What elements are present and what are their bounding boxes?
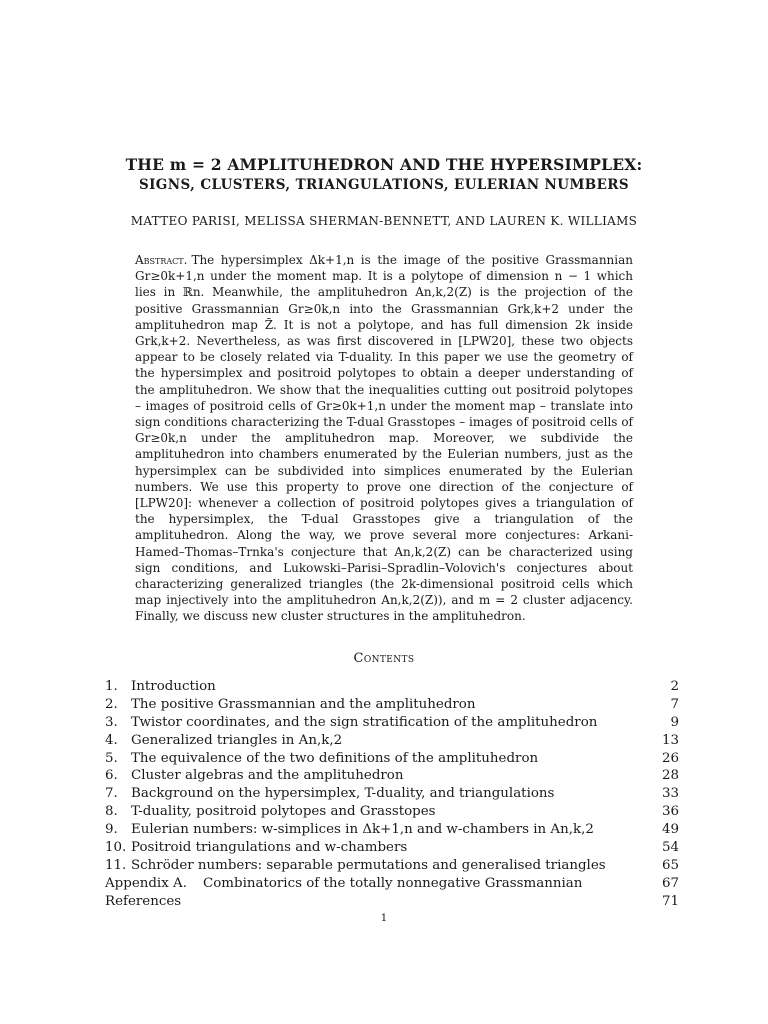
toc-entry[interactable] — [105, 893, 679, 911]
toc-entry[interactable] — [105, 750, 679, 768]
toc-entry-number: 4. — [105, 732, 118, 748]
toc-entry-page: 28 — [661, 768, 679, 784]
toc-entry-title: Combinatorics of the totally nonnegative Grassmannian — [203, 875, 583, 891]
toc-entry[interactable] — [105, 696, 679, 714]
toc-entry-title: References — [105, 893, 182, 909]
toc-entry[interactable] — [105, 678, 679, 696]
table-of-contents — [105, 678, 679, 911]
author-list: MATTEO PARISI, MELISSA SHERMAN-BENNETT, AND LAUREN K. WILLIAMS — [130, 214, 638, 228]
toc-entry[interactable] — [105, 821, 679, 839]
paper-title-line-2: SIGNS, CLUSTERS, TRIANGULATIONS, EULERIAN NUMBERS — [138, 177, 630, 193]
toc-entry-page: 65 — [661, 857, 679, 873]
toc-entry-title: Positroid triangulations and w-chambers — [131, 840, 408, 856]
toc-entry-page: 71 — [661, 893, 679, 909]
abstract-label: Abstract. — [135, 253, 188, 267]
toc-entry[interactable] — [105, 803, 679, 821]
toc-entry-title: Schröder numbers: separable permutations and generalised triangles — [131, 857, 606, 873]
toc-entry-page: 26 — [661, 750, 679, 766]
toc-entry-number: 3. — [105, 714, 118, 730]
toc-entry-number: 5. — [105, 750, 118, 766]
toc-entry-number: 9. — [105, 822, 118, 838]
toc-entry-page: 54 — [661, 840, 679, 856]
toc-entry-title: The equivalence of the two definitions of the amplituhedron — [131, 750, 539, 766]
toc-entry-page: 9 — [670, 714, 679, 730]
toc-entry-title: Twistor coordinates, and the sign stratification of the amplituhedron — [131, 714, 598, 730]
toc-entry-page: 67 — [661, 875, 679, 891]
toc-entry-number: 2. — [105, 696, 118, 712]
toc-entry-title: T-duality, positroid polytopes and Grasstopes — [131, 804, 436, 820]
toc-entry-title: Generalized triangles in An,k,2 — [131, 732, 343, 748]
page-number: 1 — [380, 912, 388, 924]
contents-heading: Contents — [353, 651, 415, 666]
toc-entry-page: 2 — [670, 679, 679, 694]
abstract-text: The hypersimplex Δk+1,n is the image of the positive Grassmannian Gr≥0k+1,n under the moment map. It is a polytope of dimension n − 1 which lies in ℝn. Meanwhile, the amplituhedron An,k,2(Z) is the projection of the positive Grassmannian Gr≥0k,n into the Grassmannian Grk,k+2 under the amplituhedron map Z̃. It is not a polytope, and has full dimension 2k inside Grk,k+2. Nevertheless, as was first discovered in [LPW20], these two objects appear to be closely related via T-duality. In this paper we use the geometry of the hypersimplex and positroid polytopes to obtain a deeper understanding of the amplituhedron. We show that the inequalities cutting out positroid polytopes – images of positroid cells of Gr≥0k+1,n under the moment map – translate into sign conditions characterizing the T-dual Grasstopes – images of positroid cells of Gr≥0k,n under the amplituhedron map. Moreover, we subdivide the amplituhedron into chambers enumerated by the Eulerian numbers, just as the hypersimplex can be subdivided into simplices enumerated by the Eulerian numbers. We use this property to prove one direction of the conjecture of [LPW20]: whenever a collection of positroid polytopes gives a triangulation of the hypersimplex, the T-dual Grasstopes give a triangulation of the amplituhedron. Along the way, we prove several more conjectures: Arkani-Hamed–Thomas–Trnka's conjecture that An,k,2(Z) can be characterized using sign conditions, and Lukowski–Parisi–Spradlin–Volovich's conjectures about characterizing generalized triangles (the 2k-dimensional positroid cells which map injectively into the amplituhedron An,k,2(Z)), and m = 2 cluster adjacency. Finally, we discuss new cluster structures in the amplituhedron. — [135, 253, 633, 624]
toc-entry[interactable] — [105, 857, 679, 875]
toc-entry-page: 49 — [661, 822, 679, 838]
toc-entry[interactable] — [105, 875, 679, 893]
toc-entry-title: Eulerian numbers: w-simplices in Δk+1,n and w-chambers in An,k,2 — [131, 822, 594, 838]
toc-entry-number: Appendix A. — [105, 875, 187, 891]
toc-entry[interactable] — [105, 767, 679, 785]
toc-entry[interactable] — [105, 732, 679, 750]
toc-entry-number: 8. — [105, 804, 118, 820]
toc-entry-number: 11. — [105, 857, 127, 873]
toc-entry-title: Introduction — [131, 679, 216, 694]
toc-entry-number: 1. — [105, 679, 118, 694]
abstract — [135, 252, 633, 625]
toc-entry-title: Background on the hypersimplex, T-duality, and triangulations — [131, 786, 555, 802]
toc-entry-page: 13 — [661, 732, 679, 748]
toc-entry-number: 6. — [105, 768, 118, 784]
toc-entry[interactable] — [105, 839, 679, 857]
toc-entry-page: 7 — [670, 696, 679, 712]
toc-entry[interactable] — [105, 785, 679, 803]
toc-entry-number: 7. — [105, 786, 118, 802]
toc-entry-page: 33 — [661, 786, 679, 802]
paper-title-line-1: THE m = 2 AMPLITUHEDRON AND THE HYPERSIMPLEX: — [125, 155, 643, 174]
toc-entry[interactable] — [105, 714, 679, 732]
toc-entry-page: 36 — [661, 804, 679, 820]
toc-entry-title: The positive Grassmannian and the amplituhedron — [131, 696, 476, 712]
toc-entry-number: 10. — [105, 840, 127, 856]
toc-entry-title: Cluster algebras and the amplituhedron — [131, 768, 404, 784]
